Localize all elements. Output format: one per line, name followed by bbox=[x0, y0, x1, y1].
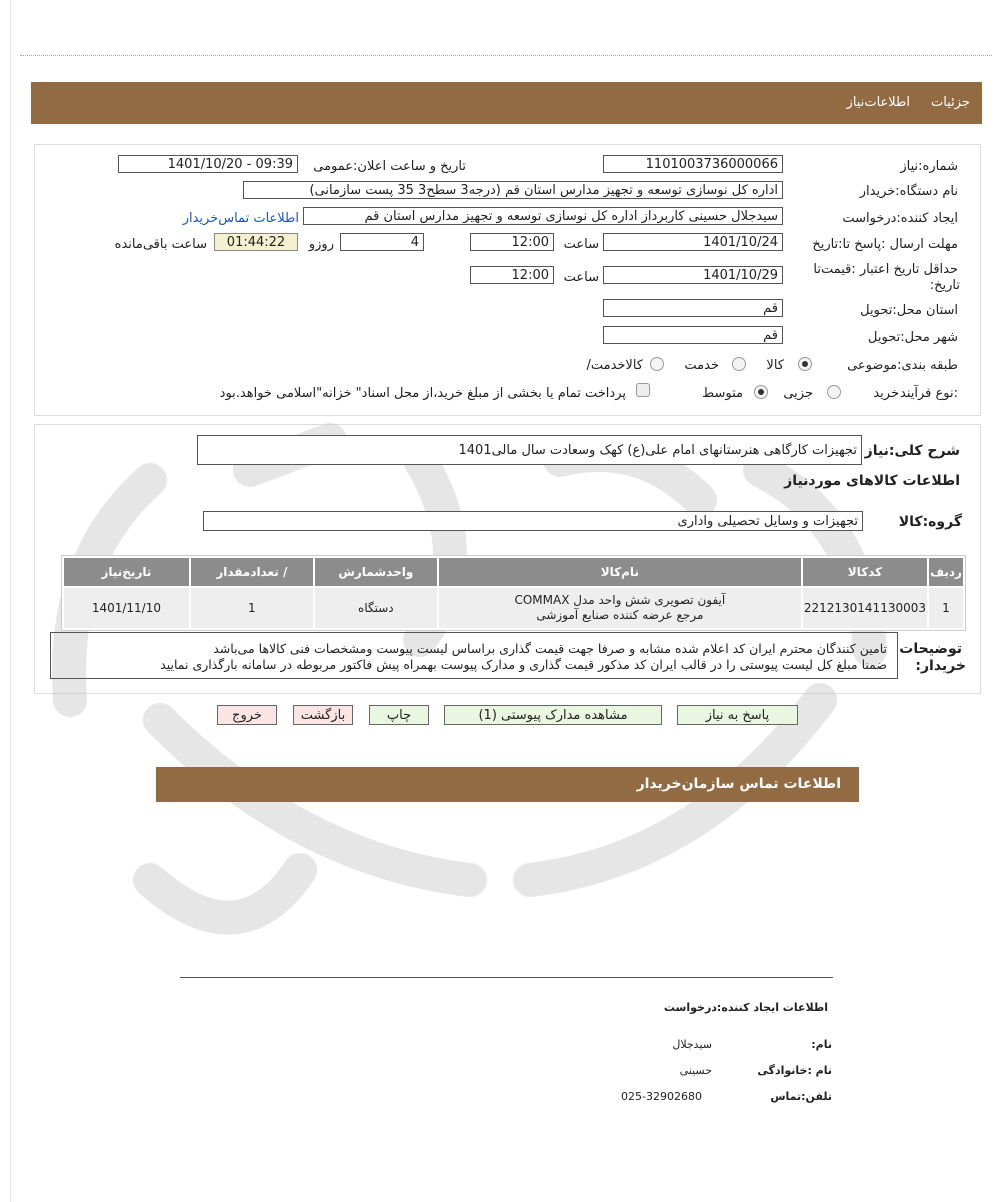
buyer-notes-label-2: :خریدار bbox=[915, 658, 966, 674]
col-code: کدکالا bbox=[802, 557, 928, 587]
col-unit: واحدشمارش bbox=[314, 557, 438, 587]
exit-button[interactable]: خروج bbox=[217, 705, 277, 725]
details-tab[interactable]: جزئیات bbox=[931, 95, 970, 110]
buyer-notes-label: توضیحات bbox=[899, 641, 962, 657]
summary-field: تجهیزات کارگاهی هنرستانهای امام علی(ع) کهک وسعادت سال مالی1401 bbox=[197, 435, 862, 465]
validity-label: حداقل تاریخ اعتبار :قیمت‌تا bbox=[813, 262, 958, 277]
buyer-notes-line2: ضمنا مبلغ کل لیست پیوستی را در قالب ایران کد مذکور قیمت گذاری و مدارک پیوست بهمراه پیش فاکتور مربوطه در سامانه بارگذاری نمایید bbox=[160, 657, 887, 672]
requester-label: ایجاد کننده:درخواست bbox=[842, 211, 958, 226]
reply-date-field: 1401/10/24 bbox=[603, 233, 783, 251]
radio-medium-label: متوسط bbox=[702, 386, 743, 401]
req-family-value: حسینی bbox=[679, 1064, 712, 1077]
req-phone-value: 025-32902680 bbox=[621, 1090, 702, 1103]
buyer-org-field: اداره کل نوسازی توسعه و تجهیز مدارس استان قم (درجه3 سطح3 35 پست سازمانی) bbox=[243, 181, 783, 199]
city-label: شهر محل:تحویل bbox=[868, 330, 958, 345]
cell-name bbox=[438, 587, 802, 629]
buyer-contact-link[interactable]: اطلاعات تماس‌خریدار bbox=[182, 211, 299, 226]
items-table-header bbox=[63, 557, 964, 587]
province-field: قم bbox=[603, 299, 783, 317]
treasury-payment-note: پرداخت تمام یا بخشی از مبلغ خرید،از محل اسناد" خزانه"اسلامی خواهد.بود bbox=[219, 386, 626, 401]
view-attachments-button[interactable]: مشاهده مدارک پیوستی (1) bbox=[444, 705, 662, 725]
need-number-label: شماره:نیاز bbox=[900, 159, 958, 174]
back-button[interactable]: بازگشت bbox=[293, 705, 353, 725]
validity-date-field: 1401/10/29 bbox=[603, 266, 783, 284]
validity-label-2: :تاریخ bbox=[929, 278, 960, 293]
validity-time-field: 12:00 bbox=[470, 266, 554, 284]
radio-service-label: خدمت bbox=[684, 358, 719, 373]
contact-title: اطلاعات تماس سازمان‌خریدار bbox=[636, 776, 841, 792]
cell-name-line2: مرجع عرضه کننده صنایع آموزشی bbox=[536, 608, 704, 622]
buyer-notes-line1: تامین کنندگان محترم ایران کد اعلام شده مشابه و صرفا جهت قیمت گذاری براساس لیست پیوست ومشخصات فنی کالاها می‌باشد bbox=[213, 641, 887, 656]
days-field: 4 bbox=[340, 233, 424, 251]
buyer-notes-box bbox=[50, 632, 898, 679]
days-label: روزو bbox=[308, 237, 334, 252]
cell-row: 1 bbox=[928, 587, 964, 629]
req-family-label: نام :خانوادگی bbox=[757, 1064, 832, 1077]
group-field: تجهیزات و وسایل تحصیلی واداری bbox=[203, 511, 863, 531]
contact-divider bbox=[180, 977, 833, 978]
goods-info-title: اطلاعات کالاهای موردنیاز bbox=[784, 473, 960, 489]
cell-name-line1: آیفون تصویری شش واحد مدل COMMAX bbox=[514, 593, 726, 607]
cell-date: 1401/11/10 bbox=[63, 587, 190, 629]
radio-partial-label: جزیی bbox=[783, 386, 813, 401]
req-name-value: سیدجلال bbox=[672, 1038, 712, 1051]
category-label: طبقه بندی:موضوعی bbox=[847, 358, 958, 373]
reply-button[interactable]: پاسخ به نیاز bbox=[677, 705, 798, 725]
table-row[interactable] bbox=[63, 587, 964, 629]
radio-goods-service-label: /کالاخدمت bbox=[586, 358, 643, 373]
col-qty: / تعدادمقدار bbox=[190, 557, 314, 587]
summary-label: شرح کلی:نیاز bbox=[864, 443, 960, 459]
city-field: قم bbox=[603, 326, 783, 344]
header-title: اطلاعات‌نیاز bbox=[846, 95, 910, 110]
remaining-time-field: 01:44:22 bbox=[214, 233, 298, 251]
requester-info-title: اطلاعات ایجاد کننده:درخواست bbox=[663, 1001, 828, 1014]
radio-goods-label: کالا bbox=[766, 358, 784, 373]
province-label: استان محل:تحویل bbox=[860, 303, 958, 318]
announce-field: 1401/10/20 - 09:39 bbox=[118, 155, 298, 173]
buyer-org-label: نام دستگاه:خریدار bbox=[859, 184, 958, 199]
col-date: تاریخ‌نیاز bbox=[63, 557, 190, 587]
remaining-label: ساعت باقی‌مانده bbox=[114, 237, 207, 252]
group-label: گروه:کالا bbox=[898, 514, 962, 530]
cell-unit: دستگاه bbox=[314, 587, 438, 629]
items-table-wrap bbox=[61, 555, 966, 631]
process-buy-label: خرید bbox=[873, 386, 899, 401]
print-button[interactable]: چاپ bbox=[369, 705, 429, 725]
validity-time-label: ساعت bbox=[563, 270, 599, 285]
req-phone-label: تلفن:تماس bbox=[770, 1090, 832, 1103]
reply-time-label: ساعت bbox=[563, 237, 599, 252]
reply-time-field: 12:00 bbox=[470, 233, 554, 251]
cell-code: 2212130141130003 bbox=[802, 587, 928, 629]
col-row: ردیف bbox=[928, 557, 964, 587]
process-label: نوع فرآیند: bbox=[900, 386, 958, 401]
reply-deadline-label: مهلت ارسال :پاسخ تا:تاریخ bbox=[812, 237, 958, 252]
requester-field: سیدجلال حسینی کاربرداز اداره کل نوسازی توسعه و تجهیز مدارس استان قم bbox=[303, 207, 783, 225]
contact-header-bar bbox=[156, 767, 859, 802]
cell-qty: 1 bbox=[190, 587, 314, 629]
announce-label: تاریخ و ساعت اعلان:عمومی bbox=[313, 159, 466, 174]
need-number-field: 1101003736000066 bbox=[603, 155, 783, 173]
req-name-label: :نام bbox=[811, 1038, 832, 1051]
col-name: نام‌کالا bbox=[438, 557, 802, 587]
